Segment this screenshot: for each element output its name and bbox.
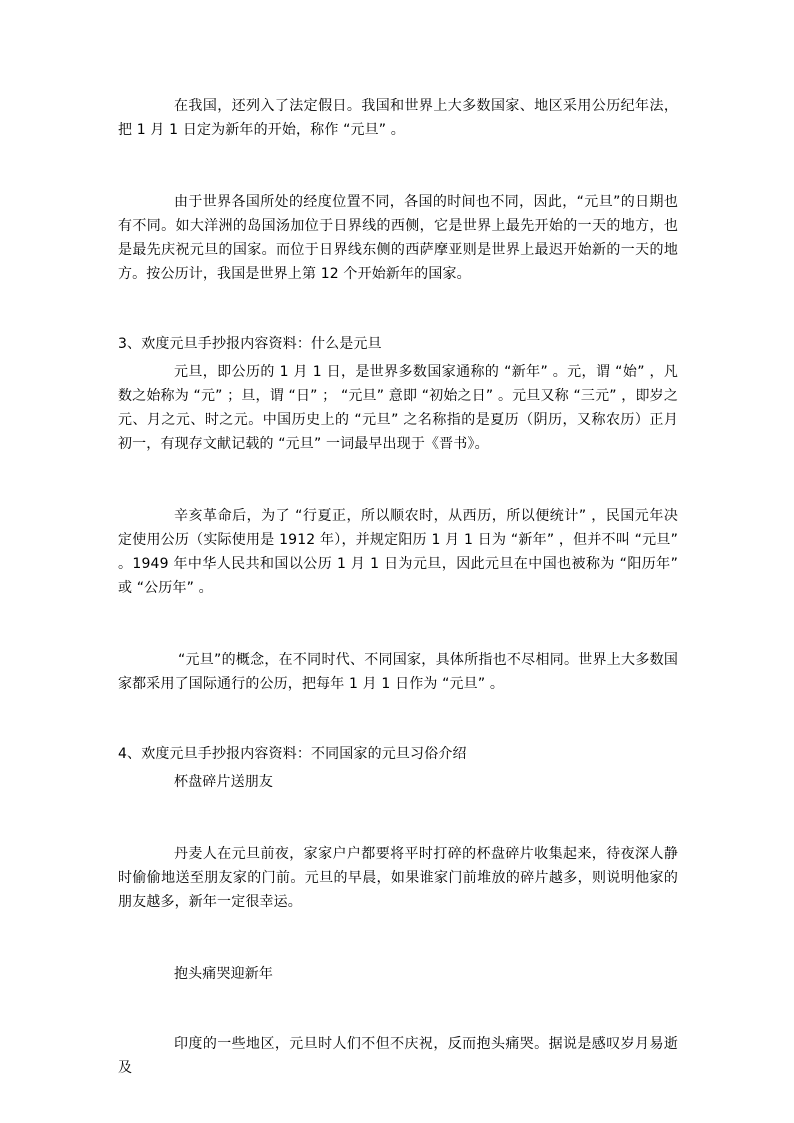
- paragraph-denmark: 丹麦人在元旦前夜，家家户户都要将平时打碎的杯盘碎片收集起来，待夜深人静时偷偷地送至朋友家的门前。元旦的早晨，如果谁家门前堆放的碎片越多，则说明他家的朋友越多，新年一定很幸运。: [118, 846, 678, 910]
- section-heading-3: 3、欢度元旦手抄报内容资料：什么是元旦: [118, 336, 382, 352]
- subheading-india: 抱头痛哭迎新年: [174, 966, 274, 982]
- paragraph-time-zones: 由于世界各国所处的经度位置不同，各国的时间也不同，因此，“元旦”的日期也有不同。如大洋洲的岛国汤加位于日界线的西侧，它是世界上最先开始的一天的地方，也是最先庆祝元旦的国家。而位于日界线东侧的西萨摩亚则是世界上最迟开始新的一天的地方。按公历计，我国是世界上第 12 个开始新年的国家。: [118, 194, 678, 282]
- paragraph-what-is-yuandan: 元旦，即公历的 1 月 1 日，是世界多数国家通称的 “新年” 。元，谓 “始” ，凡数之始称为 “元” ；旦，谓 “日” ； “元旦” 意即 “初始之日” 。元旦又称 “三元” ，即岁之元、月之元、时之元。中国历史上的 “元旦” 之名称指的是夏历（阴历，又称农历）正月初一，有现存文献记载的 “元旦” 一词最早出现于《晋书》。: [118, 364, 678, 452]
- paragraph-india: 印度的一些地区，元旦时人们不但不庆祝，反而抱头痛哭。据说是感叹岁月易逝及: [118, 1036, 678, 1076]
- document-page: [118, 94, 678, 1080]
- subheading-denmark: 杯盘碎片送朋友: [174, 774, 274, 790]
- section-heading-4: 4、欢度元旦手抄报内容资料：不同国家的元旦习俗介绍: [118, 746, 467, 762]
- paragraph-concept: “元旦”的概念，在不同时代、不同国家，具体所指也不尽相同。世界上大多数国家都采用了国际通行的公历，把每年 1 月 1 日作为 “元旦” 。: [118, 652, 678, 692]
- paragraph-legal-holiday: 在我国，还列入了法定假日。我国和世界上大多数国家、地区采用公历纪年法，把 1 月 1 日定为新年的开始，称作 “元旦” 。: [118, 98, 678, 138]
- paragraph-xinhai-revolution: 辛亥革命后，为了 “行夏正，所以顺农时，从西历，所以便统计” ，民国元年决定使用公历（实际使用是 1912 年），并规定阳历 1 月 1 日为 “新年” ，但并不叫 “元旦” 。1949 年中华人民共和国以公历 1 月 1 日为元旦，因此元旦在中国也被称为 “阳历年” 或 “公历年” 。: [118, 508, 678, 596]
